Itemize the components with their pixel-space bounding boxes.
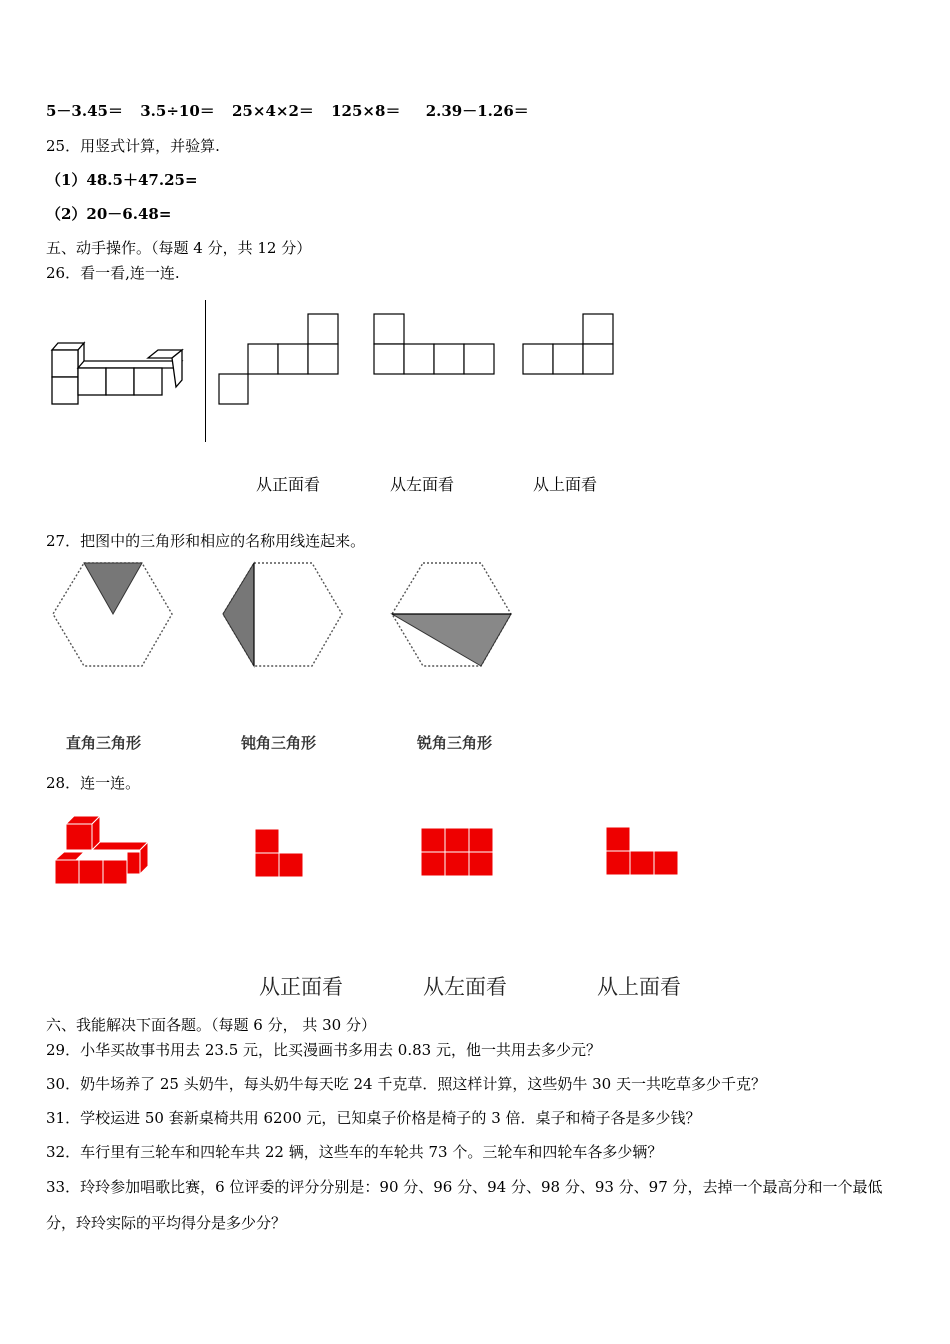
q26-title: 26．看一看,连一连. [46, 264, 180, 282]
q26-view-b [373, 313, 495, 375]
calc-item: 25×4×2＝ [232, 102, 314, 120]
q27-hexagon-2 [222, 562, 344, 668]
q26-view-a [219, 313, 339, 405]
q25-item-2: （2）20－6.48= [46, 205, 172, 223]
q28-view-label-front: 从正面看 [259, 975, 343, 999]
q28-title: 28．连一连。 [46, 774, 141, 792]
q25-item-1: （1）48.5＋47.25= [46, 171, 198, 189]
problem-33: 33．玲玲参加唱歌比赛，6 位评委的评分分别是：90 分、96 分、94 分、98 分、93 分、97 分，去掉一个最高分和一个最低 [46, 1178, 883, 1196]
q27-title: 27．把图中的三角形和相应的名称用线连起来。 [46, 532, 366, 550]
calc-item: 125×8＝ [331, 102, 401, 120]
problem-32: 32．车行里有三轮车和四轮车共 22 辆，这些车的车轮共 73 个。三轮车和四轮车各多少辆？ [46, 1143, 663, 1161]
q28-view-b [420, 827, 494, 879]
q27-hexagon-3 [391, 562, 513, 668]
q26-cube-solid [48, 340, 188, 410]
calc-item: 5－3.45＝ [46, 102, 123, 120]
divider-line [205, 300, 206, 442]
problem-33-continued: 分，玲玲实际的平均得分是多少分？ [46, 1214, 287, 1232]
problem-31: 31．学校运进 50 套新桌椅共用 6200 元，已知桌子价格是椅子的 3 倍．桌子和椅子各是多少钱？ [46, 1109, 701, 1127]
q26-view-label-front: 从正面看 [256, 475, 321, 494]
q26-view-label-top: 从上面看 [533, 475, 598, 494]
q26-view-label-left: 从左面看 [390, 475, 455, 494]
calc-item: 2.39－1.26＝ [425, 102, 529, 120]
calc-row [46, 101, 529, 121]
q28-view-a [254, 828, 306, 880]
calc-item: 3.5÷10＝ [140, 102, 215, 120]
q25-title: 25．用竖式计算，并验算. [46, 137, 220, 155]
q27-name-obtuse: 钝角三角形 [241, 734, 317, 752]
q28-red-solid [54, 814, 150, 886]
q27-name-right: 直角三角形 [66, 734, 142, 752]
q28-view-label-left: 从左面看 [423, 975, 507, 999]
q27-hexagon-1 [52, 562, 174, 668]
q28-view-label-top: 从上面看 [597, 975, 681, 999]
q27-name-acute: 锐角三角形 [417, 734, 493, 752]
section-5-heading: 五、动手操作。（每题 4 分，共 12 分） [46, 239, 312, 257]
q26-view-c [522, 313, 614, 375]
section-6-heading: 六、我能解决下面各题。（每题 6 分， 共 30 分） [46, 1016, 376, 1034]
problem-29: 29．小华买故事书用去 23.5 元，比买漫画书多用去 0.83 元，他一共用去多少元？ [46, 1041, 601, 1059]
q28-view-c [605, 826, 681, 878]
problem-30: 30．奶牛场养了 25 头奶牛，每头奶牛每天吃 24 千克草．照这样计算，这些奶牛 30 天一共吃草多少千克？ [46, 1075, 766, 1093]
